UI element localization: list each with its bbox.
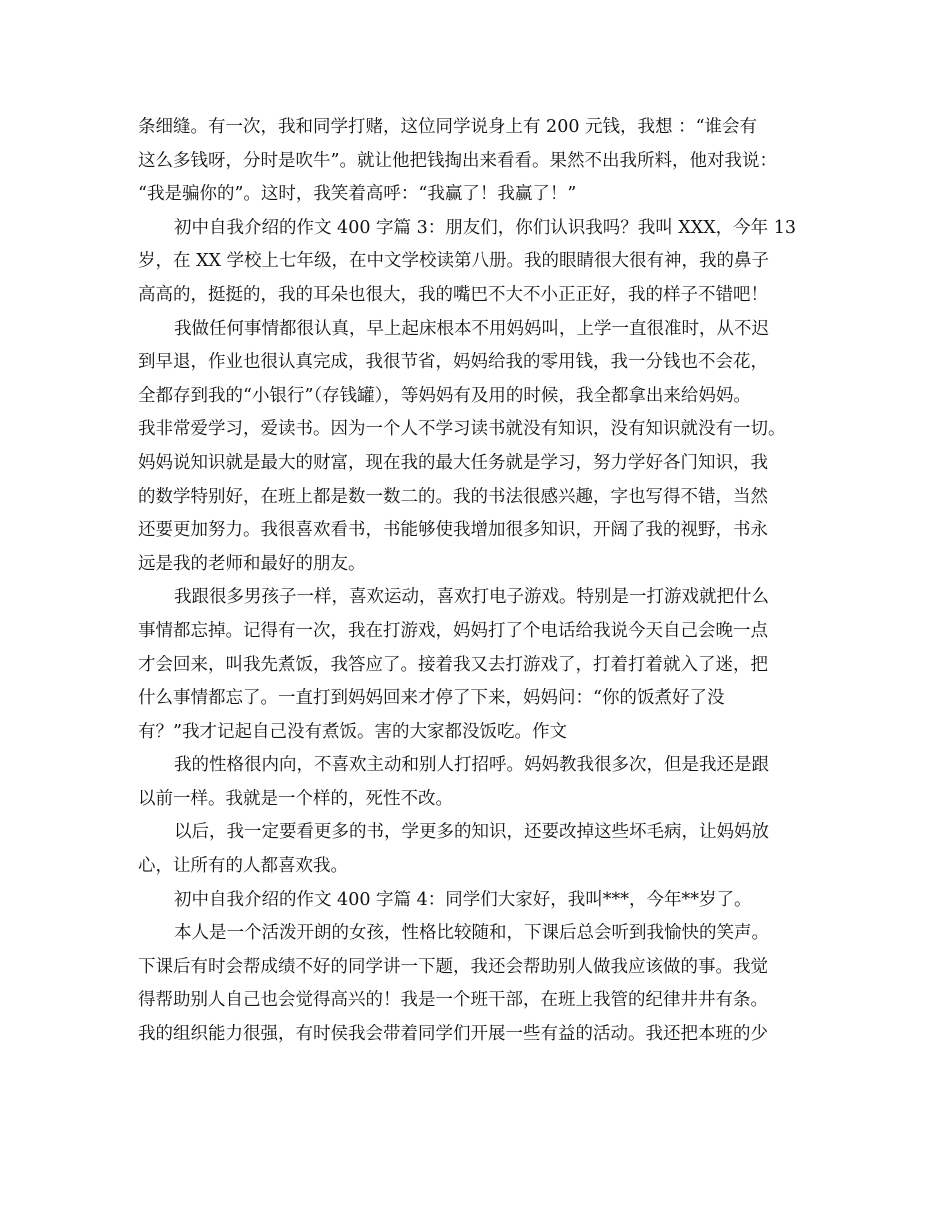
- text-line: 我非常爱学习，爱读书。因为一个人不学习读书就没有知识，没有知识就没有一切。: [138, 419, 786, 440]
- text-line: 初中自我介绍的作文 400 字篇 4：同学们大家好，我叫***，今年**岁了。: [174, 889, 752, 910]
- text-line: 妈妈说知识就是最大的财富，现在我的最大任务就是学习，努力学好各门知识，我: [138, 452, 768, 473]
- text-line: “我是骗你的”。这时，我笑着高呼：“我赢了！我赢了！”: [138, 184, 577, 205]
- text-line: 以后，我一定要看更多的书，学更多的知识，还要改掉这些坏毛病，让妈妈放: [174, 822, 769, 843]
- text-line: 初中自我介绍的作文 400 字篇 3：朋友们，你们认识我吗？我叫 XXX，今年 13: [174, 217, 796, 238]
- text-line: 这么多钱呀，分时是吹牛”。就让他把钱掏出来看看。果然不出我所料，他对我说：: [138, 150, 777, 171]
- text-line: 到早退，作业也很认真完成，我很节省，妈妈给我的零用钱，我一分钱也不会花，: [138, 352, 768, 373]
- text-line: 事情都忘掉。记得有一次，我在打游戏，妈妈打了个电话给我说今天自己会晚一点: [138, 620, 768, 641]
- text-line: 全都存到我的“小银行”（存钱罐），等妈妈有及用的时候，我全都拿出来给妈妈。: [138, 385, 751, 406]
- text-line: 我跟很多男孩子一样，喜欢运动，喜欢打电子游戏。特别是一打游戏就把什么: [174, 587, 769, 608]
- text-line: 得帮助别人自己也会觉得高兴的！我是一个班干部，在班上我管的纪律井井有条。: [138, 990, 768, 1011]
- text-line: 我的组织能力很强，有时侯我会带着同学们开展一些有益的活动。我还把本班的少: [138, 1024, 768, 1045]
- text-line: 条细缝。有一次，我和同学打赌，这位同学说身上有 200 元钱，我想 ：“谁会有: [138, 117, 758, 137]
- text-line: 岁，在 XX 学校上七年级，在中文学校读第八册。我的眼睛很大很有神，我的鼻子: [138, 251, 770, 272]
- text-line: 下课后有时会帮成绩不好的同学讲一下题，我还会帮助别人做我应该做的事。我觉: [138, 956, 768, 977]
- text-line: 远是我的老师和最好的朋友。: [138, 553, 366, 574]
- text-line: 有？”我才记起自己没有煮饭。害的大家都没饭吃。作文: [138, 721, 567, 742]
- text-line: 我的性格很内向，不喜欢主动和别人打招呼。妈妈教我很多次，但是我还是跟: [174, 755, 769, 776]
- text-line: 我做任何事情都很认真，早上起床根本不用妈妈叫，上学一直很准时，从不迟: [174, 318, 769, 339]
- text-line: 本人是一个活泼开朗的女孩，性格比较随和，下课后总会听到我愉快的笑声。: [174, 923, 769, 944]
- text-line: 什么事情都忘了。一直打到妈妈回来才停了下来，妈妈问：“你的饭煮好了没: [138, 688, 725, 709]
- text-line: 的数学特别好，在班上都是数一数二的。我的书法很感兴趣，字也写得不错，当然: [138, 486, 768, 507]
- text-line: 高高的，挺挺的，我的耳朵也很大，我的嘴巴不大不小正正好，我的样子不错吧！: [138, 284, 768, 305]
- text-line: 还要更加努力。我很喜欢看书，书能够使我增加很多知识，开阔了我的视野，书永: [138, 520, 768, 541]
- document-body: [138, 111, 828, 1052]
- text-line: 心，让所有的人都喜欢我。: [138, 856, 348, 877]
- text-line: 才会回来，叫我先煮饭，我答应了。接着我又去打游戏了，打着打着就入了迷，把: [138, 654, 768, 675]
- text-line: 以前一样。我就是一个样的，死性不改。: [138, 788, 453, 809]
